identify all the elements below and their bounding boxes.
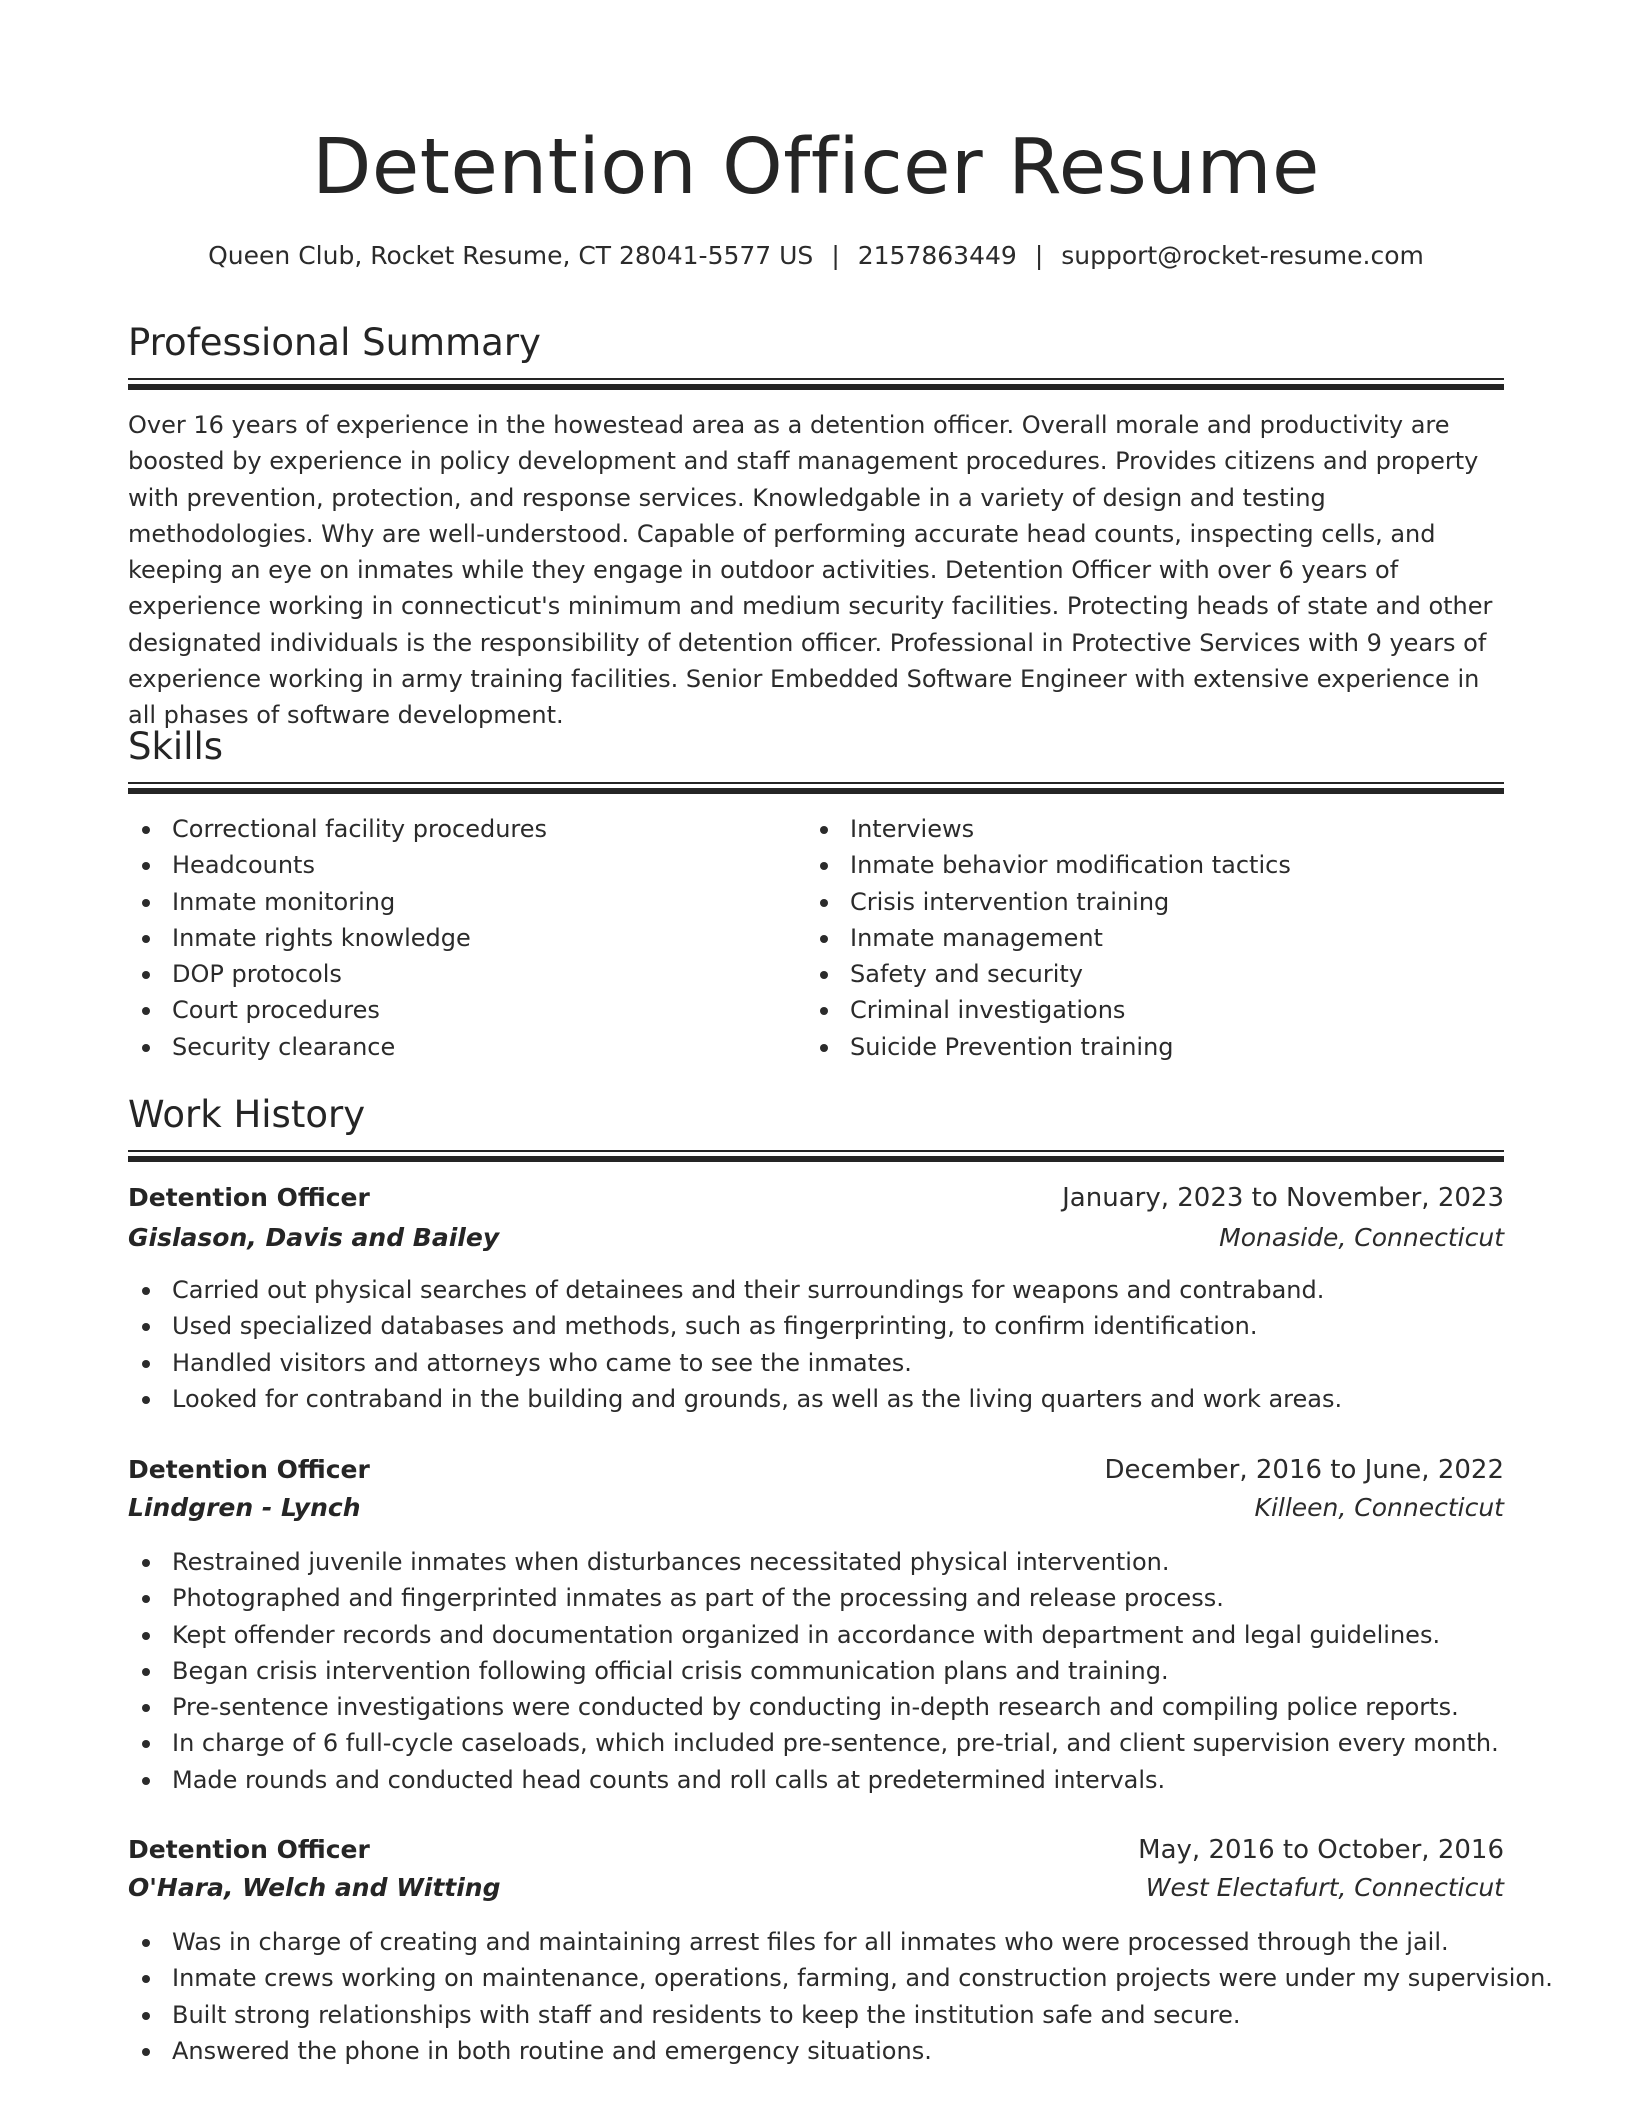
job-duty: Made rounds and conducted head counts and roll calls at predetermined intervals.: [128, 1762, 1504, 1798]
job-duties-list: [128, 1544, 1504, 1798]
skill-item: Security clearance: [128, 1029, 788, 1065]
job-title: Detention Officer: [128, 1183, 370, 1212]
skill-item: Inmate behavior modification tactics: [806, 847, 1504, 883]
job-header: [128, 1831, 1504, 1869]
skill-item: Headcounts: [128, 847, 788, 883]
job-dates: May, 2016 to October, 2016: [1138, 1835, 1504, 1865]
job-dates: January, 2023 to November, 2023: [1062, 1183, 1504, 1213]
section-heading-summary: Professional Summary: [128, 321, 541, 364]
skill-item: Inmate rights knowledge: [128, 920, 788, 956]
job-company: O'Hara, Welch and Witting: [128, 1873, 501, 1902]
skill-item: Inmate monitoring: [128, 884, 788, 920]
job-duty: Began crisis intervention following official crisis communication plans and training.: [128, 1653, 1504, 1689]
skill-item: Suicide Prevention training: [806, 1029, 1504, 1065]
job-header: [128, 1451, 1504, 1489]
job-duty: Looked for contraband in the building and grounds, as well as the living quarters and work areas.: [128, 1381, 1504, 1417]
job-subheader: [128, 1219, 1504, 1257]
section-heading-skills: Skills: [128, 725, 224, 768]
job-duties-list: [128, 1272, 1504, 1417]
job-subheader: [128, 1869, 1504, 1907]
skills-list-left: [128, 811, 788, 1065]
summary-text: Over 16 years of experience in the howestead area as a detention officer. Overall morale and productivity are boosted by experience in policy development and staff management procedures. Provides citizens and property with prevention, protection, and response services. Knowledgable in a variety of design and testing methodologies. Why are well-understood. Capable of performing accurate head counts, inspecting cells, and keeping an eye on inmates while they engage in outdoor activities. Detention Officer with over 6 years of experience working in connecticut's minimum and medium security facilities. Protecting heads of state and other designated individuals is the responsibility of detention officer. Professional in Protective Services with 9 years of experience working in army training facilities. Senior Embedded Software Engineer with extensive experience in all phases of software development.: [128, 411, 1493, 730]
skill-item: Court procedures: [128, 992, 788, 1028]
section-divider: [128, 378, 1504, 390]
job-duty: Was in charge of creating and maintaining arrest files for all inmates who were processed through the jail.: [128, 1924, 1504, 1960]
job-location: Monaside, Connecticut: [1219, 1223, 1504, 1252]
job-location: West Electafurt, Connecticut: [1145, 1873, 1504, 1902]
job-duty: Restrained juvenile inmates when disturbances necessitated physical intervention.: [128, 1544, 1504, 1580]
section-divider: [128, 1150, 1504, 1162]
skill-item: DOP protocols: [128, 956, 788, 992]
section-divider: [128, 782, 1504, 794]
job-duty: Built strong relationships with staff and residents to keep the institution safe and secure.: [128, 1997, 1504, 2033]
contact-line: [128, 238, 1504, 274]
contact-separator: |: [831, 241, 840, 270]
job-title: Detention Officer: [128, 1835, 370, 1864]
job-duty: Carried out physical searches of detainees and their surroundings for weapons and contraband.: [128, 1272, 1504, 1308]
skill-item: Correctional facility procedures: [128, 811, 788, 847]
section-heading-work: Work History: [128, 1093, 366, 1136]
skill-item: Safety and security: [806, 956, 1504, 992]
job-duty: Handled visitors and attorneys who came to see the inmates.: [128, 1345, 1504, 1381]
skills-list-right: [806, 811, 1504, 1065]
contact-address: Queen Club, Rocket Resume, CT 28041-5577 US: [208, 241, 814, 270]
job-dates: December, 2016 to June, 2022: [1104, 1455, 1504, 1485]
job-duty: Kept offender records and documentation organized in accordance with department and legal guidelines.: [128, 1617, 1504, 1653]
job-location: Killeen, Connecticut: [1254, 1493, 1504, 1522]
skill-item: Inmate management: [806, 920, 1504, 956]
job-duty: Answered the phone in both routine and emergency situations.: [128, 2033, 1504, 2069]
job-title: Detention Officer: [128, 1455, 370, 1484]
job-duty: Photographed and fingerprinted inmates as part of the processing and release process.: [128, 1580, 1504, 1616]
page-title: Detention Officer Resume: [312, 123, 1320, 212]
skill-item: Crisis intervention training: [806, 884, 1504, 920]
job-duties-list: [128, 1924, 1553, 2069]
job-duty: In charge of 6 full-cycle caseloads, which included pre-sentence, pre-trial, and client supervision every month.: [128, 1725, 1504, 1761]
contact-email: support@rocket-resume.com: [1061, 241, 1424, 270]
job-duty: Inmate crews working on maintenance, operations, farming, and construction projects were under my supervision.: [128, 1960, 1504, 1996]
job-subheader: [128, 1489, 1504, 1527]
job-duty: Used specialized databases and methods, such as fingerprinting, to confirm identification.: [128, 1308, 1504, 1344]
skill-item: Criminal investigations: [806, 992, 1504, 1028]
skill-item: Interviews: [806, 811, 1504, 847]
job-company: Gislason, Davis and Bailey: [128, 1223, 500, 1252]
contact-separator: |: [1034, 241, 1044, 270]
job-duty: Pre-sentence investigations were conducted by conducting in-depth research and compiling police reports.: [128, 1689, 1504, 1725]
contact-phone: 2157863449: [857, 241, 1017, 270]
job-header: [128, 1179, 1504, 1217]
job-company: Lindgren - Lynch: [128, 1493, 361, 1522]
